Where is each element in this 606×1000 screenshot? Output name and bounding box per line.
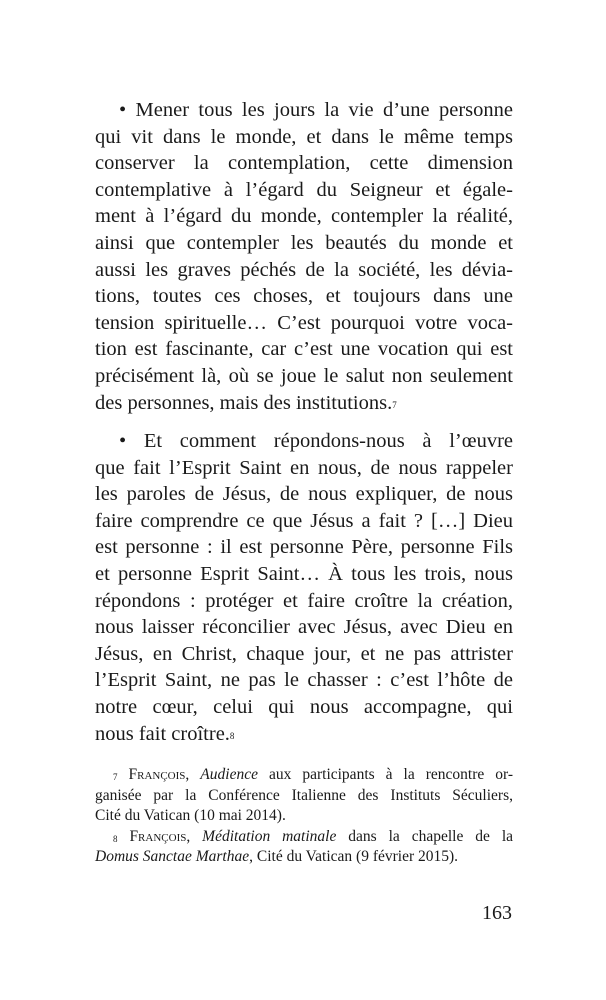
footnote-author: François — [129, 827, 187, 845]
text-line: faire comprendre ce que Jésus a fait ? […] Dieu — [95, 509, 513, 532]
paragraph-2 — [95, 428, 513, 747]
footnotes — [95, 765, 513, 868]
footnote-text: , Cité du Vatican (9 février 2015). — [249, 848, 459, 865]
text-line: qui vit dans le monde, et dans le même temps — [95, 125, 513, 148]
footnote-7-line: Cité du Vatican (10 mai 2014). — [95, 807, 286, 824]
text-line: contemplative à l’égard du Seigneur et égale- — [95, 178, 513, 201]
text-line: tions, toutes ces choses, et toujours dans une — [95, 285, 513, 308]
text-line: nous laisser réconcilier avec Jésus, avec Dieu en — [95, 616, 513, 639]
footnote-number: 7 — [113, 772, 118, 782]
footnote-number: 8 — [113, 833, 118, 844]
text-line: ment à l’égard du monde, contempler la réalité, — [95, 205, 513, 228]
text-line-content: nous fait croître. — [95, 722, 230, 745]
footnote-text: dans la chapelle de la — [336, 827, 514, 845]
text-line: les paroles de Jésus, de nous expliquer, de nous — [95, 483, 513, 506]
footnote-title: Audience — [200, 766, 258, 783]
text-line: Jésus, en Christ, chaque jour, et ne pas attrister — [95, 642, 513, 665]
text-line: notre cœur, celui qui nous accompagne, qui — [95, 695, 513, 718]
text-line: précisément là, où se joue le salut non seulement — [95, 364, 513, 387]
text-line: tension spirituelle… C’est pourquoi votre voca- — [95, 311, 513, 334]
footnote-title: Méditation matinale — [202, 827, 337, 845]
text-line: • Et comment répondons-nous à l’œuvre — [119, 430, 513, 452]
footnote-8-line — [95, 847, 513, 868]
text-line-content: des personnes, mais des institutions. — [95, 391, 393, 414]
text-line: aussi les graves péchés de la société, les dévia- — [95, 258, 513, 281]
text-line: est personne : il est personne Père, personne Fils — [95, 536, 513, 559]
text-line — [95, 390, 513, 417]
paragraph-1 — [95, 97, 513, 416]
footnote-text: aux participants à la rencontre or- — [257, 766, 513, 783]
text-line: • Mener tous les jours la vie d’une personne — [119, 99, 513, 121]
footnote-7-line: $^7$ François, Audience aux participants à la rencontre or- — [113, 766, 513, 783]
text-line: conserver la contemplation, cette dimension — [95, 152, 513, 175]
text-line: et personne Esprit Saint… À tous les trois, nous — [95, 562, 513, 585]
footnote-ref-8[interactable]: 8 — [229, 730, 235, 741]
footnote-author: François — [128, 766, 186, 783]
page-number: 163 — [482, 902, 512, 924]
footnote-place: Domus Sanctae Marthae — [95, 848, 250, 865]
text-line: que fait l’Esprit Saint en nous, de nous rappeler — [95, 456, 513, 479]
text-line: ainsi que contempler les beautés du monde et — [95, 231, 513, 254]
text-line: répondons : protéger et faire croître la création, — [95, 589, 513, 612]
footnote-8-line: $^8$ François, Méditation matinale dans la chapelle de la — [113, 827, 514, 845]
footnote-ref-7[interactable]: 7 — [392, 399, 397, 410]
text-line — [95, 721, 513, 748]
text-line: tion est fascinante, car c’est une vocation qui est — [95, 338, 513, 361]
text-line: l’Esprit Saint, ne pas le chasser : c’est l’hôte de — [95, 669, 513, 692]
footnote-7-line: ganisée par la Conférence Italienne des Instituts Séculiers, — [95, 786, 513, 804]
